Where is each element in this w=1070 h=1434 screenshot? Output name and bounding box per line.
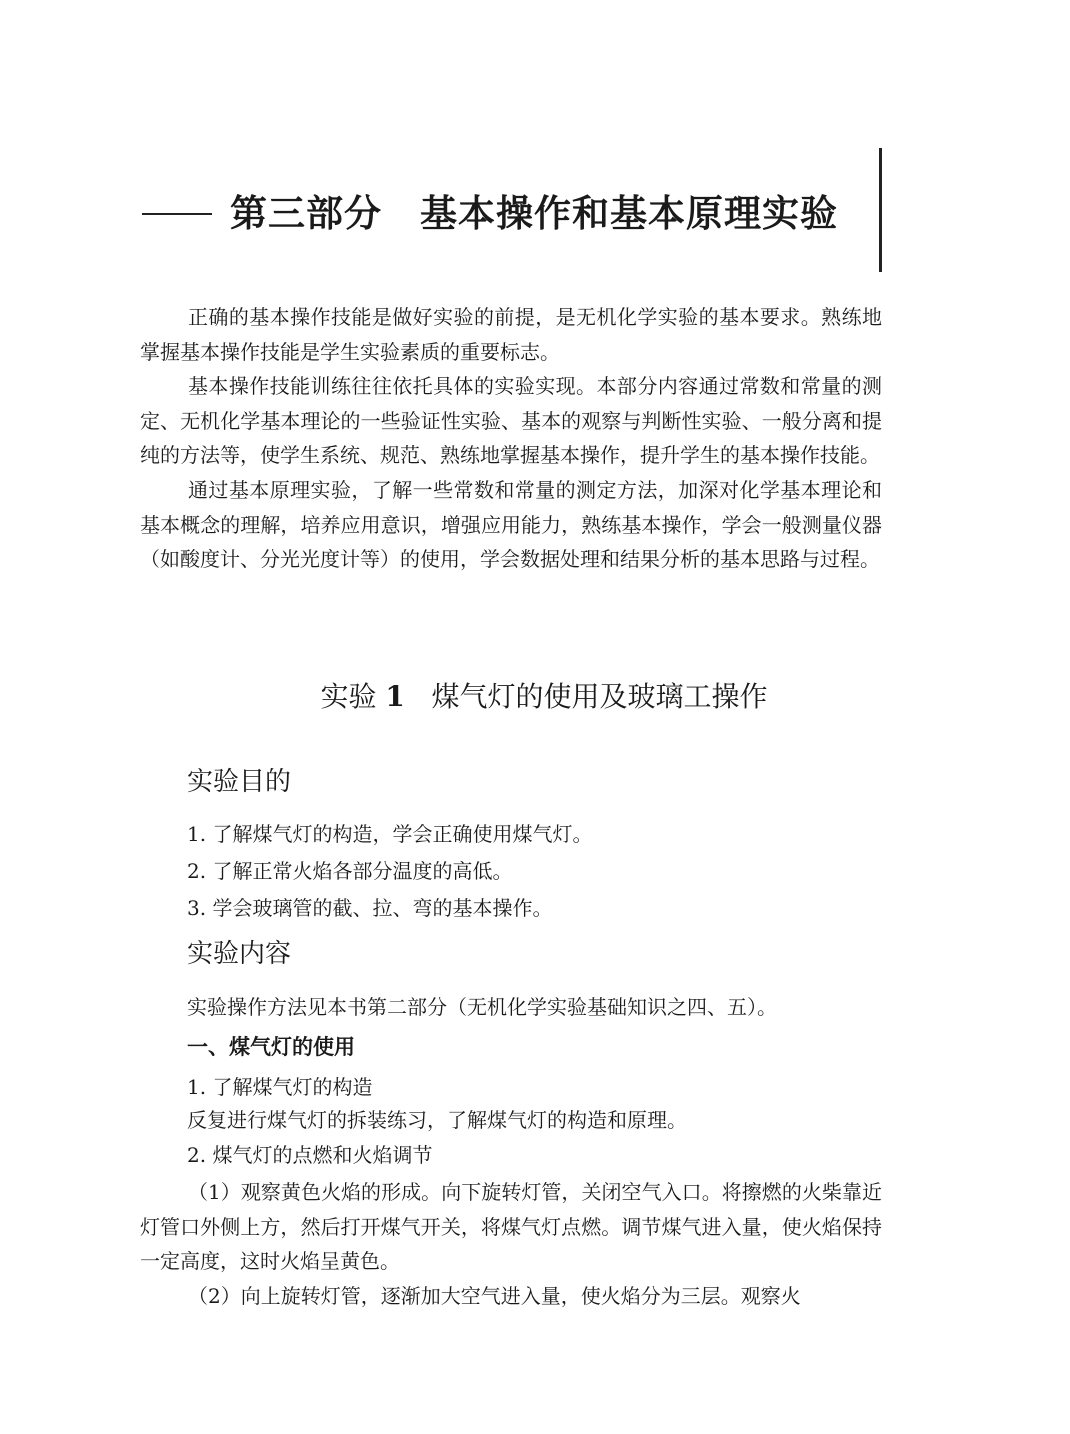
objectives-list: [187, 816, 592, 927]
part-title-text: 第三部分 基本操作和基本原理实验: [230, 192, 838, 235]
item1-text: 反复进行煤气灯的拆装练习，了解煤气灯的构造和原理。: [187, 1108, 687, 1132]
objective-item-1: 1. 了解煤气灯的构造，学会正确使用煤气灯。: [187, 822, 593, 846]
intro-paragraph-1: 正确的基本操作技能是做好实验的前提，是无机化学实验的基本要求。熟练地掌握基本操作技能是学生实验素质的重要标志。: [140, 305, 882, 364]
part-title: [142, 186, 882, 246]
objective-item-2: 2. 了解正常火焰各部分温度的高低。: [187, 859, 513, 883]
intro-block: [140, 300, 882, 577]
intro-paragraph-2: 基本操作技能训练往往依托具体的实验实现。本部分内容通过常数和常量的测定、无机化学基本理论的一些验证性实验、基本的观察与判断性实验、一般分离和提纯的方法等，使学生系统、规范、熟练地掌握基本操作，提升学生的基本操作技能。: [140, 374, 882, 468]
item2-title: 2. 煤气灯的点燃和火焰调节: [187, 1143, 433, 1167]
title-lead-rule: [142, 213, 212, 215]
title-vertical-rule: [879, 148, 882, 272]
content-heading: 实验内容: [187, 939, 292, 969]
intro-paragraph-3: 通过基本原理实验，了解一些常数和常量的测定方法，加深对化学基本理论和基本概念的理解，培养应用意识，增强应用能力，熟练基本操作，学会一般测量仪器（如酸度计、分光光度计等）的使用，学会数据处理和结果分析的基本思路与过程。: [140, 477, 882, 572]
experiment-number: 1: [385, 680, 405, 713]
objective-item-3: 3. 学会玻璃管的截、拉、弯的基本操作。: [187, 896, 553, 920]
item1-title: 1. 了解煤气灯的构造: [187, 1075, 373, 1099]
experiment-title: [0, 672, 1070, 722]
section1-heading: 一、煤气灯的使用: [187, 1035, 355, 1059]
step-1-paragraph: （1）观察黄色火焰的形成。向下旋转灯管，关闭空气入口。将擦燃的火柴靠近灯管口外侧上方，然后打开煤气开关，将煤气灯点燃。调节煤气进入量，使火焰保持一定高度，这时火焰呈黄色。: [140, 1180, 882, 1274]
experiment-name: 煤气灯的使用及玻璃工操作: [431, 680, 768, 713]
experiment-label: 实验: [320, 680, 377, 713]
step-2-paragraph: （2）向上旋转灯管，逐渐加大空气进入量，使火焰分为三层。观察火: [188, 1283, 801, 1308]
objectives-heading: 实验目的: [187, 767, 292, 797]
content-intro: 实验操作方法见本书第二部分（无机化学实验基础知识之四、五）。: [187, 995, 777, 1019]
steps-block: [140, 1175, 882, 1313]
